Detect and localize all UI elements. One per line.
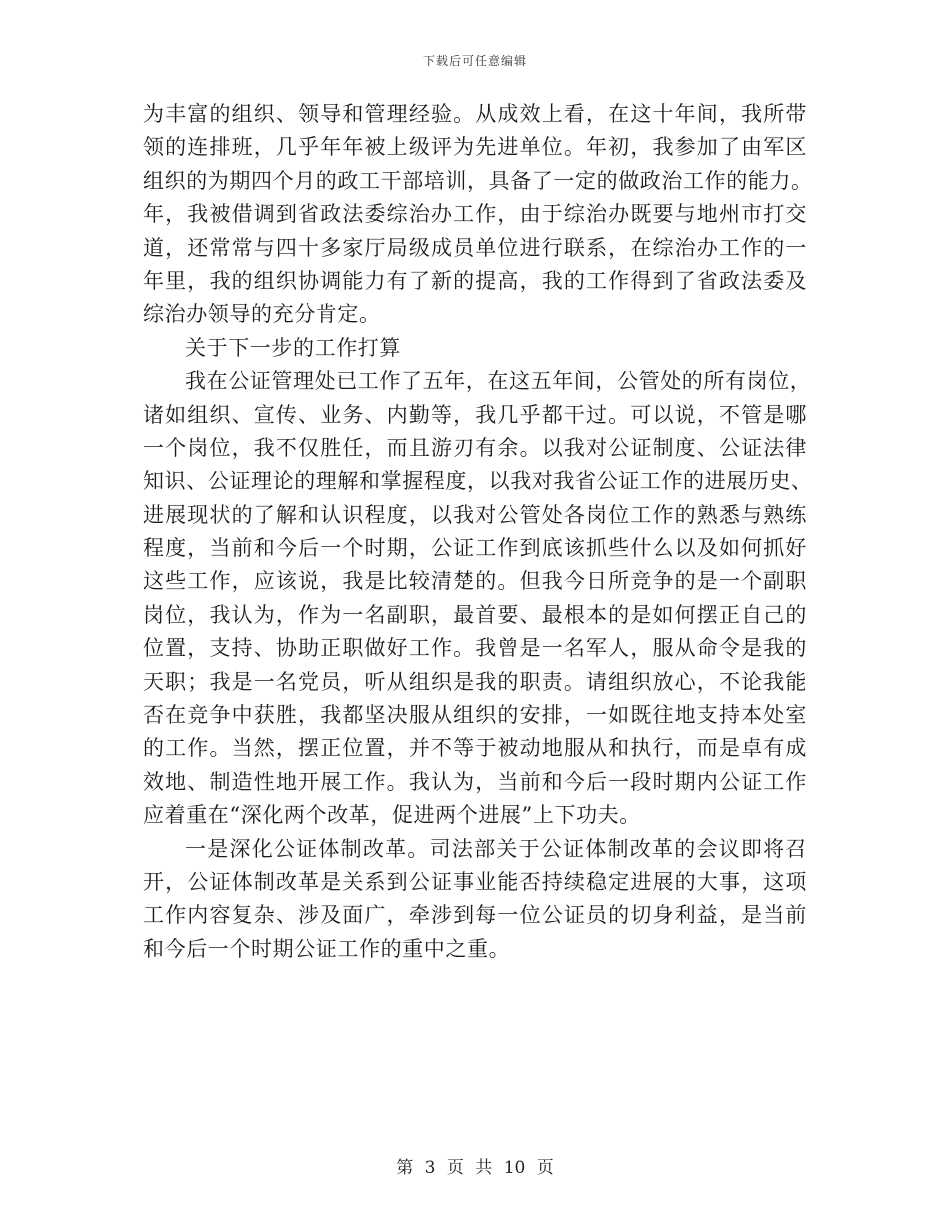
paragraph — [143, 98, 813, 332]
text-line: 应着重在“深化两个改革，促进两个进展”上下功夫。 — [143, 803, 641, 828]
text-line: 一个岗位，我不仅胜任，而且游刃有余。以我对公证制度、公证法律 — [143, 435, 807, 460]
text-line: 关于下一步的工作打算 — [185, 335, 401, 360]
text-line: 道，还常常与四十多家厅局级成员单位进行联系，在综治办工作的一 — [143, 235, 807, 260]
document-body — [143, 98, 813, 966]
text-line: 一是深化公证体制改革。司法部关于公证体制改革的会议即将召 — [185, 836, 807, 861]
section-heading — [143, 332, 807, 365]
text-line: 我在公证管理处已工作了五年，在这五年间，公管处的所有岗位， — [185, 369, 812, 394]
text-line: 进展现状的了解和认识程度，以我对公管处各岗位工作的熟悉与熟练 — [143, 502, 807, 527]
text-line: 天职；我是一名党员，听从组织是我的职责。请组织放心，不论我能 — [143, 669, 807, 694]
text-line: 知识、公证理论的理解和掌握程度，以我对我省公证工作的进展历史、 — [143, 469, 813, 494]
text-line: 效地、制造性地开展工作。我认为，当前和今后一段时期内公证工作 — [143, 769, 807, 794]
text-line: 位置，支持、协助正职做好工作。我曾是一名军人，服从命令是我的 — [143, 636, 807, 661]
text-line: 综治办领导的充分肯定。 — [143, 302, 381, 327]
text-line: 开，公证体制改革是关系到公证事业能否持续稳定进展的大事，这项 — [143, 869, 807, 894]
total-page-count: 10 — [503, 1158, 526, 1178]
text-line: 这些工作，应该说，我是比较清楚的。但我今日所竞争的是一个副职 — [143, 569, 807, 594]
text-line: 诸如组织、宣传、业务、内勤等，我几乎都干过。可以说，不管是哪 — [143, 402, 807, 427]
text-line: 岗位，我认为，作为一名副职，最首要、最根本的是如何摆正自己的 — [143, 602, 807, 627]
paragraph — [143, 833, 807, 967]
page-label-mid: 页 共 — [446, 1158, 493, 1178]
paragraph — [143, 365, 813, 832]
text-line: 年，我被借调到省政法委综治办工作，由于综治办既要与地州市打交 — [143, 202, 807, 227]
text-line: 工作内容复杂、涉及面广，牵涉到每一位公证员的切身利益，是当前 — [143, 903, 807, 928]
text-line: 年里，我的组织协调能力有了新的提高，我的工作得到了省政法委及 — [143, 268, 807, 293]
text-line: 程度，当前和今后一个时期，公证工作到底该抓些什么以及如何抓好 — [143, 536, 807, 561]
current-page-number: 3 — [424, 1158, 436, 1178]
text-line: 为丰富的组织、领导和管理经验。从成效上看，在这十年间，我所带 — [143, 102, 807, 126]
page-label-prefix: 第 — [396, 1158, 414, 1178]
page-header: 下载后可任意编辑 — [422, 54, 527, 68]
text-line: 否在竞争中获胜，我都坚决服从组织的安排，一如既往地支持本处室 — [143, 703, 807, 728]
text-line: 组织的为期四个月的政工干部培训，具备了一定的做政治工作的能力。 — [143, 168, 813, 193]
text-line: 的工作。当然，摆正位置，并不等于被动地服从和执行，而是卓有成 — [143, 736, 807, 761]
page-label-suffix: 页 — [536, 1158, 554, 1178]
text-line: 领的连排班，几乎年年被上级评为先进单位。年初，我参加了由军区 — [143, 135, 807, 160]
text-line: 和今后一个时期公证工作的重中之重。 — [143, 936, 511, 961]
page-footer — [0, 1153, 950, 1178]
